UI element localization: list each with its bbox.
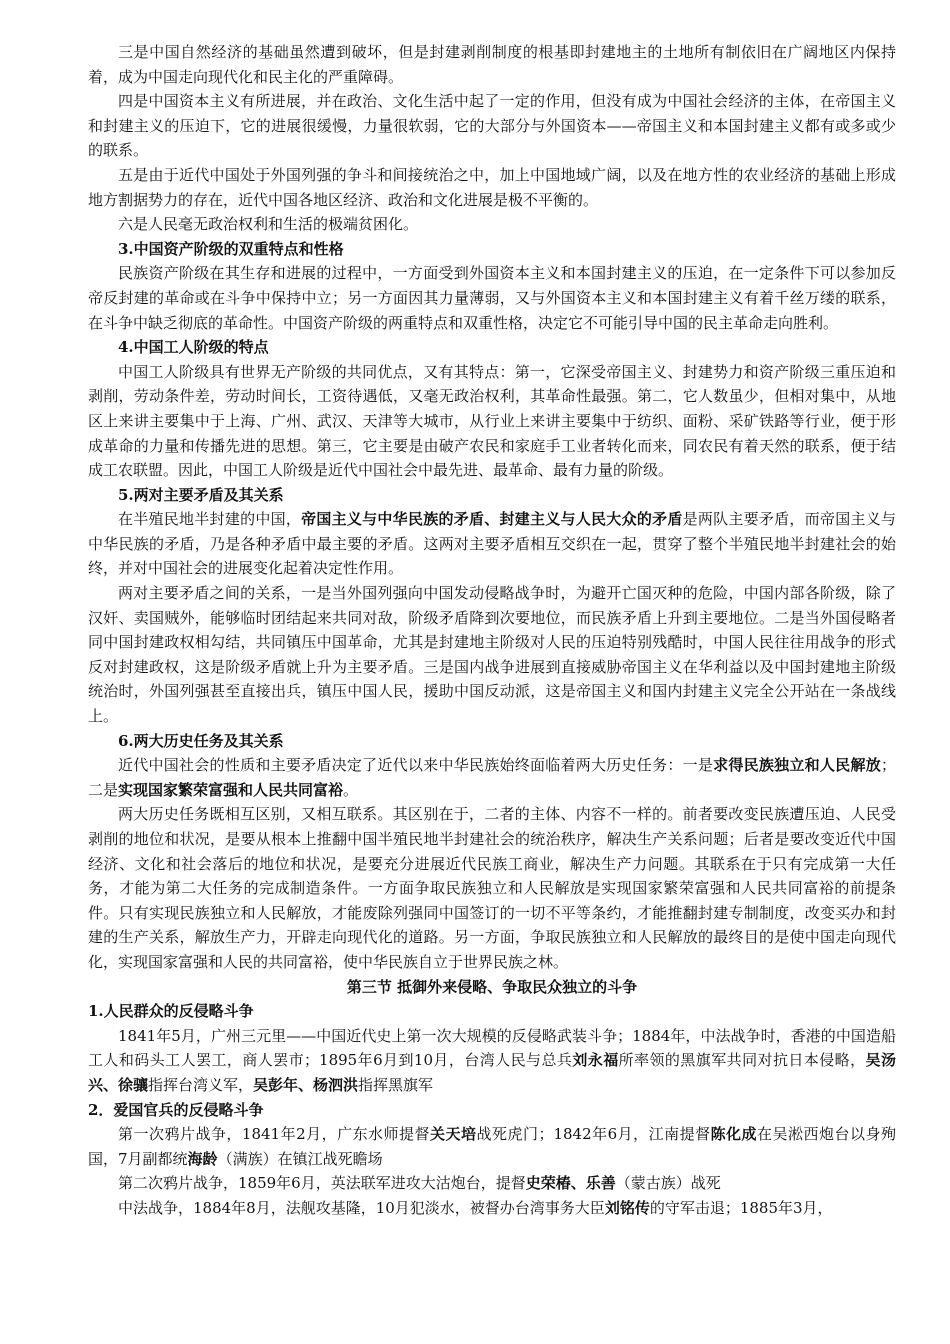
text-run: 在吴淞西炮台以身殉国，7月副都统: [88, 1125, 896, 1168]
emphasis: 求得民族独立和人民解放: [713, 756, 881, 775]
text-run: 第一次鸦片战争，1841年2月，广东水师提督: [118, 1125, 431, 1144]
paragraph: 六是人民毫无政治权利和生活的极端贫困化。: [118, 215, 419, 234]
text-run: 1841年5月，广州三元里——中国近代史上第一次大规模的反侵略武装斗争；1884年，中法战争时，香港的中国造船工人和码头工人罢工，商人罢市；1895年6月到10月，台湾人民与总兵: [88, 1026, 896, 1070]
document-page: [88, 40, 896, 1221]
text-run: ；二是: [88, 756, 896, 799]
text-run: 在半殖民地半封建的中国，: [118, 510, 302, 529]
emphasis: 帝国主义与中华民族的矛盾、封建主义与人民大众的矛盾: [301, 510, 683, 529]
heading-working-class: 4.中国工人阶级的特点: [118, 338, 269, 357]
paragraph: [88, 1171, 896, 1196]
heading-people-struggle: 1.人民群众的反侵略斗争: [88, 1002, 254, 1021]
text-run: 第二次鸦片战争，1859年6月，英法联军进攻大沽炮台，提督: [118, 1174, 526, 1193]
paragraph: 四是中国资本主义有所进展，并在政治、文化生活中起了一定的作用，但没有成为中国社会经济的主体，在帝国主义和封建主义的压迫下，它的进展很缓慢，力量很软弱，它的大部分与外国资本——帝国主义和本国封建主义都有或多或少的联系。: [88, 92, 896, 160]
emphasis: 关天培: [430, 1125, 477, 1144]
section-title: 第三节 抵御外来侵略、争取民众独立的斗争: [346, 977, 638, 996]
emphasis: 实现国家繁荣富强和人民共同富裕: [118, 780, 344, 799]
text-run: 指挥台湾义军，: [148, 1075, 254, 1094]
paragraph: [88, 1024, 896, 1098]
heading-officers-struggle: 2．爱国官兵的反侵略斗争: [88, 1100, 264, 1119]
heading-contradictions: 5.两对主要矛盾及其关系: [118, 485, 284, 504]
paragraph: 中国工人阶级具有世界无产阶级的共同优点，又有其特点：第一，它深受帝国主义、封建势力和资产阶级三重压迫和剥削，劳动条件差，劳动时间长，工资待遇低，又毫无政治权利，其革命性最强。第二，它人数虽少，但相对集中，从地区上来讲主要集中于上海、广州、武汉、天津等大城市，从行业上来讲主要集中于纺织、面粉、采矿铁路等行业，便于形成革命的力量和传播先进的思想。第三，它主要是由破产农民和家庭手工业者转化而来，同农民有着天然的联系，便于结成工农联盟。因此，中国工人阶级是近代中国社会中最先进、最革命、最有力量的阶级。: [88, 362, 896, 480]
text-run: 是两队主要矛盾，而帝国主义与中华民族的矛盾，乃是各种矛盾中最主要的矛盾。这两对主要矛盾相互交织在一起，贯穿了整个半殖民地半封建社会的始终，并对中国社会的进展变化起着决定性作用。: [88, 510, 896, 578]
emphasis: 史荣椿、乐善: [525, 1174, 616, 1193]
text-run: 指挥黑旗军: [358, 1075, 434, 1094]
paragraph: [88, 1122, 896, 1171]
text-run: （蒙古族）战死: [615, 1174, 721, 1193]
emphasis: 海龄: [187, 1149, 218, 1168]
paragraph: 五是由于近代中国处于外国列强的争斗和间接统治之中，加上中国地域广阔，以及在地方性的农业经济的基础上形成地方割据势力的存在，近代中国各地区经济、政治和文化进展是极不平衡的。: [88, 165, 896, 209]
emphasis: 陈化成: [710, 1125, 758, 1144]
paragraph: 两大历史任务既相互区别，又相互联系。其区别在于，二者的主体、内容不一样的。前者要改变民族遭压迫、人民受剥削的地位和状况，是要从根本上推翻中国半殖民地半封建社会的统治秩序，解决生产关系问题；后者是要改变近代中国经济、文化和社会落后的地位和状况，是要充分进展近代民族工商业，解决生产力问题。其联系在于只有完成第一大任务，才能为第二大任务的完成制造条件。一方面争取民族独立和人民解放是实现国家繁荣富强和人民共同富裕的前提条件。只有实现民族独立和人民解放，才能废除列强同中国签订的一切不平等条约，才能推翻封建专制制度，改变买办和封建的生产关系，解放生产力，开辟走向现代化的道路。另一方面，争取民族独立和人民解放的最终目的是使中国走向现代化，实现国家富强和人民的共同富裕，使中华民族自立于世界民族之林。: [88, 805, 896, 971]
emphasis: 吴汤兴、徐骧: [88, 1051, 896, 1094]
emphasis: 吴彭年、杨泗洪: [253, 1075, 359, 1094]
emphasis: 刘永福: [572, 1051, 619, 1070]
paragraph: 民族资产阶级在其生存和进展的过程中，一方面受到外国资本主义和本国封建主义的压迫，在一定条件下可以参加反帝反封建的革命或在斗争中保持中立；另一方面因其力量薄弱，又与外国资本主义和本国封建主义有着千丝万缕的联系，在斗争中缺乏彻底的革命性。中国资产阶级的两重特点和双重性格，决定它不可能引导中国的民主革命走向胜利。: [88, 264, 896, 332]
text-run: 。: [343, 780, 359, 799]
emphasis: 刘铭传: [604, 1198, 650, 1217]
text-run: 中法战争，1884年8月，法舰攻基隆，10月犯淡水，被督办台湾事务大臣: [118, 1198, 605, 1217]
text-run: 的守军击退；1885年3月，: [649, 1198, 833, 1217]
text-run: （满族）在镇江战死瞻场: [217, 1149, 383, 1168]
heading-historical-tasks: 6.两大历史任务及其关系: [118, 731, 284, 750]
paragraph: [88, 507, 896, 581]
text-run: 战死虎门；1842年6月，江南提督: [476, 1125, 711, 1144]
paragraph: 两对主要矛盾之间的关系，一是当外国列强向中国发动侵略战争时，为避开亡国灭种的危险，中国内部各阶级，除了汉奸、卖国贼外，能够临时团结起来共同对敌，阶级矛盾降到次要地位，而民族矛盾上升到主要地位。二是当外国侵略者同中国封建政权相勾结，共同镇压中国革命，尤其是封建地主阶级对人民的压迫特别残酷时，中国人民往往用战争的形式反对封建政权，这是阶级矛盾就上升为主要矛盾。三是国内战争进展到直接威胁帝国主义在华利益以及中国封建地主阶级统治时，外国列强甚至直接出兵，镇压中国人民，援助中国反动派，这是帝国主义和国内封建主义完全公开站在一条战线上。: [88, 584, 896, 726]
text-run: 所率领的黑旗军共同对抗日本侵略，: [618, 1051, 866, 1070]
paragraph: [88, 753, 896, 802]
heading-bourgeoisie: 3.中国资产阶级的双重特点和性格: [118, 239, 344, 258]
text-run: 近代中国社会的性质和主要矛盾决定了近代以来中华民族始终面临着两大历史任务：一是: [118, 756, 714, 775]
paragraph: 三是中国自然经济的基础虽然遭到破坏，但是封建剥削制度的根基即封建地主的土地所有制依旧在广阔地区内保持着，成为中国走向现代化和民主化的严重障碍。: [88, 43, 896, 86]
paragraph: [88, 1196, 896, 1221]
